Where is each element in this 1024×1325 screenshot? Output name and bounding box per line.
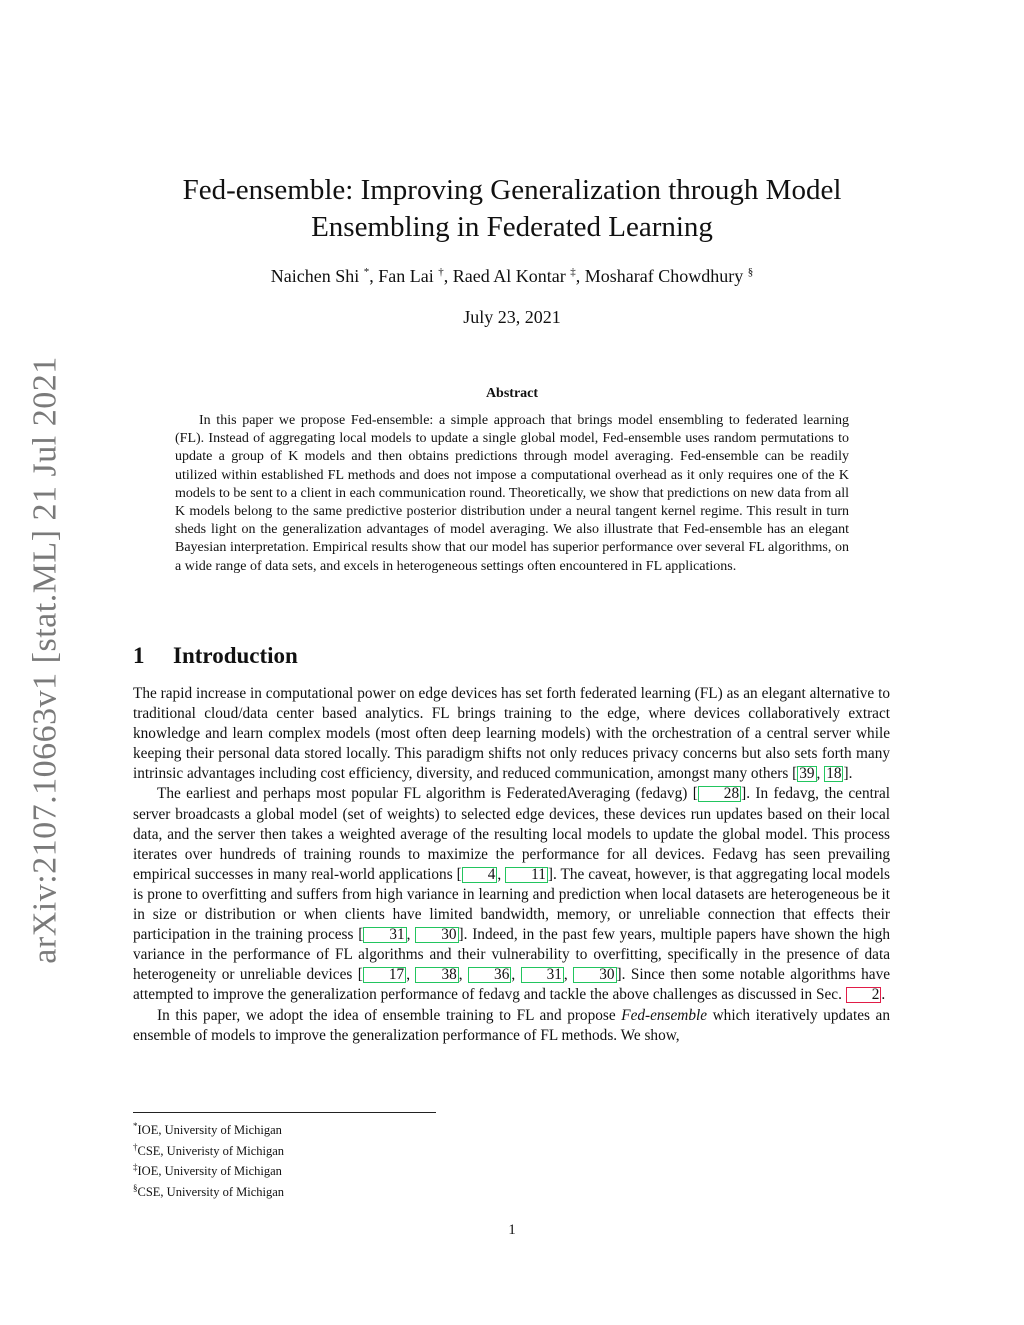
footnote-text: IOE, University of Michigan <box>137 1123 282 1138</box>
arxiv-identifier: arXiv:2107.10663v1 [stat.ML] 21 Jul 2021 <box>27 356 64 964</box>
footnote-text: CSE, University of Michigan <box>137 1185 285 1200</box>
abstract-text: In this paper we propose Fed-ensemble: a simple approach that brings model ensembling to federated learning (FL). Instead of aggregating local models to update a single global model, Fed-ensemble uses random permutations to update a group of K models and then obtains predictions through model averaging. Fed-ensemble can be readily utilized within established FL methods and does not impose a computational overhead as it only requires one of the K models to be sent to a client in each communication round. Theoretically, we show that predictions on new data from all K models belong to the same predictive posterior distribution under a neural tangent kernel regime. This result in turn sheds light on the generalization advantages of model averaging. We also illustrate that Fed-ensemble has an elegant Bayesian interpretation. Empirical results show that our model has superior performance over several FL algorithms, on a wide range of data sets, and excels in heterogeneous settings often encountered in FL applications. <box>175 413 849 574</box>
citation-link[interactable]: 38 <box>415 967 458 983</box>
page-number: 1 <box>508 1222 516 1238</box>
paragraph: The rapid increase in computational power on edge devices has set forth federated learning (FL) as an elegant alternative to traditional cloud/data center based analytics. FL brings training to the edge, where devices collaboratively extract knowledge and learn complex models (most often deep learning models) with the orchestration of a central server while keeping their personal data stored locally. This paradigm shifts not only reduces privacy concerns but also sets forth many intrinsic advantages including cost efficiency, diversity, and reduced communication, amongst many others [ 39 , 18 ]. <box>133 685 890 783</box>
citation-link[interactable]: 11 <box>505 867 548 883</box>
footnote-text: IOE, University of Michigan <box>137 1164 282 1179</box>
author-name: Raed Al Kontar <box>452 266 566 286</box>
footnote <box>133 1180 533 1201</box>
paragraph: The earliest and perhaps most popular FL algorithm is FederatedAveraging (fedavg) [ 28 ]. In fedavg, the central server broadcasts a global model (set of weights) to selected edge devices, these devices run updates based on their local data, and the server then takes a weighted average of the resulting local models to update the global model. This process iterates over hundreds of training rounds to maximize the performance for all devices. Fedavg has seen prevailing empirical successes in many real-world applications [ 4 , 11 ]. The caveat, however, is that aggregating local models is prone to overfitting and suffers from high variance in learning and prediction when local datasets are heterogeneous be it in size or distribution or when clients have limited bandwidth, memory, or unreliable connection that effects their participation in the training process [ 31 , 30 ]. Indeed, in the past few years, multiple papers have shown the high variance in the performance of FL algorithms and their vulnerability to overfitting, specifically in the presence of data heterogeneity or unreliable devices [ 17 , 38 , 36 , 31 , 30 ]. Since then some notable algorithms have attempted to improve the generalization performance of fedavg and tackle the above challenges as discussed in Sec. 2 . <box>133 785 891 1004</box>
paragraph-text: ]. <box>843 765 853 783</box>
footnote <box>133 1139 533 1160</box>
abstract-heading: Abstract <box>485 386 539 401</box>
paragraph-text: . <box>881 986 886 1004</box>
author-footnote-mark[interactable]: ‡ <box>570 266 576 278</box>
footnote-text: CSE, Univeristy of Michigan <box>137 1143 285 1158</box>
paragraph-text: ]. Since then some notable algorithms have attempted to improve the generalization performance of fedavg and tackle the above challenges as discussed in Sec. <box>133 966 891 1004</box>
citation-link[interactable]: 17 <box>363 967 406 983</box>
footnote-mark: * <box>133 1121 138 1131</box>
footnote-divider <box>133 1112 436 1113</box>
footnotes <box>133 1118 533 1201</box>
footnote <box>133 1118 533 1139</box>
citation-link[interactable]: 39 <box>799 765 815 783</box>
section-number: 1 <box>133 643 145 668</box>
author-name: Mosharaf Chowdhury <box>584 266 744 286</box>
emphasized-term: Fed-ensemble <box>621 1006 708 1024</box>
citation-link[interactable]: 31 <box>521 967 564 983</box>
paragraph-text: The rapid increase in computational power on edge devices has set forth federated learning (FL) as an elegant alternative to traditional cloud/data center based analytics. FL brings training to the edge, where devices collaboratively extract knowledge and learn complex models (most often deep learning models) with the orchestration of a central server while keeping their personal data stored locally. This paradigm shifts not only reduces privacy concerns but also sets forth many intrinsic advantages including cost efficiency, diversity, and reduced communication, amongst many others [ <box>133 685 890 783</box>
introduction-body <box>133 684 890 1046</box>
title-line-1: Fed-ensemble: Improving Generalization through Model <box>182 174 842 206</box>
paragraph-text: In this paper, we adopt the idea of ensemble training to FL and propose <box>157 1006 622 1024</box>
paragraph-text: ]. The caveat, however, is that aggregating local models is prone to overfitting and suffers from high variance in learning and prediction when local datasets are heterogeneous be it in size or distribution or when clients have limited bandwidth, memory, or unreliable connection that effects their participation in the training process [ <box>133 865 890 944</box>
section-title: Introduction <box>173 643 298 668</box>
footnote-mark: § <box>133 1182 138 1193</box>
author-footnote-mark[interactable]: * <box>363 266 370 278</box>
paragraph-text: ]. Indeed, in the past few years, multiple papers have shown the high variance in the performance of FL algorithms and their vulnerability to overfitting, specifically in the presence of data heterogeneity or unreliable devices [ <box>133 926 891 984</box>
publication-date: July 23, 2021 <box>463 307 561 327</box>
paragraph <box>133 1006 890 1046</box>
author-list: Naichen Shi *, Fan Lai †, Raed Al Kontar ‡, Mosharaf Chowdhury § <box>270 266 754 286</box>
citation-link[interactable]: 4 <box>462 867 498 883</box>
citation-link[interactable]: 18 <box>826 765 842 783</box>
author-footnote-mark[interactable]: † <box>438 266 444 278</box>
citation-link[interactable]: 30 <box>415 927 458 943</box>
citation-link[interactable]: 28 <box>698 786 741 802</box>
arxiv-side-stamp <box>26 356 66 964</box>
footnote-mark: ‡ <box>133 1162 138 1173</box>
author-name: Fan Lai <box>378 266 434 286</box>
citation-link[interactable]: 30 <box>573 967 616 983</box>
footnote-mark: † <box>133 1141 138 1152</box>
footnote <box>133 1159 533 1180</box>
author-name: Naichen Shi <box>270 266 360 286</box>
paper-title <box>112 172 912 246</box>
title-line-2: Ensembling in Federated Learning <box>311 211 713 243</box>
citation-link[interactable]: 31 <box>363 927 406 943</box>
author-footnote-mark[interactable]: § <box>747 266 754 278</box>
paragraph-text: ]. In fedavg, the central server broadcasts a global model (set of weights) to selected edge devices, these devices run updates based on their local data, and the server then takes a weighted average of the resulting local models to update the global model. This process iterates over hundreds of training rounds to maximize the performance for all devices. Fedavg has seen prevailing empirical successes in many real-world applications [ <box>133 785 890 883</box>
paragraph-text: which iteratively updates an ensemble of models to improve the generalization performance of FL methods. We show, <box>133 1006 890 1044</box>
citation-link[interactable]: 36 <box>468 967 511 983</box>
section-heading-introduction <box>133 643 298 669</box>
paragraph-text: The earliest and perhaps most popular FL algorithm is FederatedAveraging (fedavg) [ <box>157 785 698 803</box>
section-reference-link[interactable]: 2 <box>846 987 882 1003</box>
